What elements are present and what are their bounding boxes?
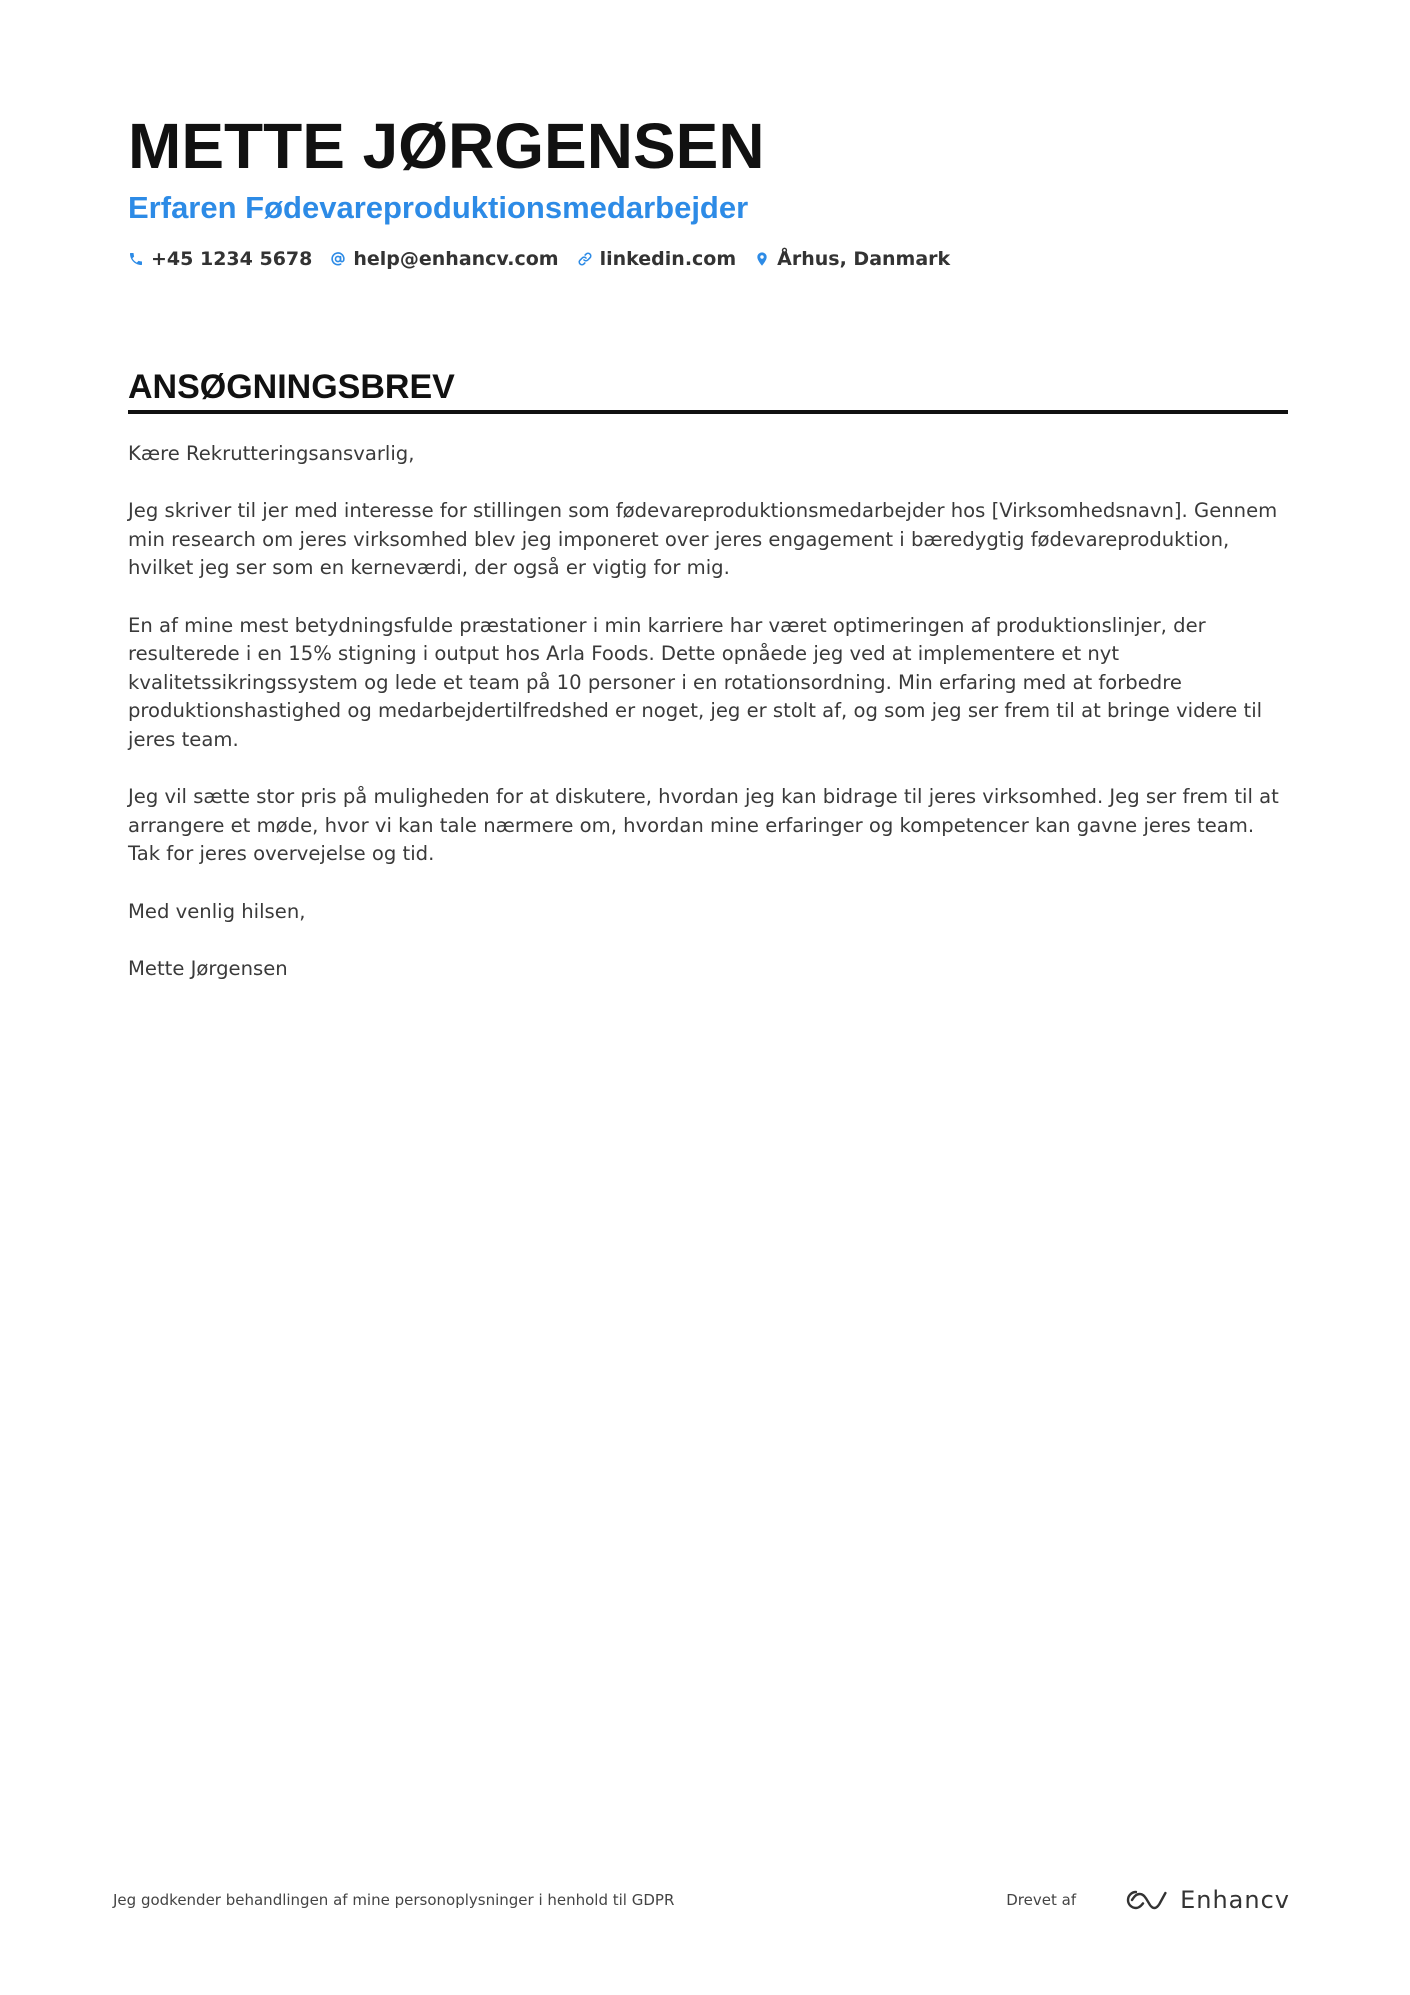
header bbox=[128, 108, 1288, 270]
candidate-role: Erfaren Fødevareproduktionsmedarbejder bbox=[128, 190, 749, 225]
at-icon bbox=[330, 251, 346, 267]
location-text: Århus, Danmark bbox=[777, 248, 951, 270]
brand-name: Enhancv bbox=[1180, 1886, 1290, 1914]
brand-logo[interactable] bbox=[1124, 1886, 1290, 1914]
candidate-name: METTE JØRGENSEN bbox=[128, 110, 765, 182]
contact-phone bbox=[128, 248, 312, 270]
linkedin-text[interactable]: linkedin.com bbox=[599, 248, 737, 270]
letter-greeting: Kære Rekrutteringsansvarlig, bbox=[128, 442, 415, 465]
powered-by-label: Drevet af bbox=[1006, 1891, 1077, 1909]
section-title: ANSØGNINGSBREV bbox=[128, 368, 455, 406]
letter-signature: Mette Jørgensen bbox=[128, 956, 288, 980]
contact-location bbox=[754, 248, 950, 270]
letter-body bbox=[128, 440, 1288, 983]
enhancv-logo-icon bbox=[1124, 1888, 1170, 1912]
location-pin-icon bbox=[754, 251, 770, 267]
gdpr-consent-text: Jeg godkender behandlingen af mine personoplysninger i henhold til GDPR bbox=[113, 1891, 675, 1909]
section-divider bbox=[128, 410, 1288, 414]
contact-email[interactable] bbox=[330, 248, 558, 270]
powered-by bbox=[1006, 1886, 1290, 1914]
cover-letter-section bbox=[128, 366, 1288, 1012]
phone-icon bbox=[128, 251, 144, 267]
contact-row bbox=[128, 248, 1288, 270]
email-text[interactable]: help@enhancv.com bbox=[353, 248, 559, 270]
link-icon bbox=[577, 251, 593, 267]
letter-paragraph: Jeg skriver til jer med interesse for stillingen som fødevareproduktionsmedarbejder hos [Virksomhedsnavn]. Gennem min research om jeres virksomhed blev jeg imponeret over jeres engagement i bæredygtig fødevareproduktion, hvilket jeg ser som en kerneværdi, der også er vigtig for mig. bbox=[128, 499, 1278, 580]
letter-paragraph: Jeg vil sætte stor pris på muligheden for at diskutere, hvordan jeg kan bidrage til jeres virksomhed. Jeg ser frem til at arrangere et møde, hvor vi kan tale nærmere om, hvordan mine erfaringer og kompetencer kan gavne jeres team. Tak for jeres overvejelse og tid. bbox=[128, 785, 1279, 866]
phone-text: +45 1234 5678 bbox=[151, 248, 313, 270]
contact-linkedin[interactable] bbox=[577, 248, 737, 270]
footer bbox=[113, 1880, 1290, 1920]
letter-paragraph: En af mine mest betydningsfulde præstationer i min karriere har været optimeringen af produktionslinjer, der resulterede i en 15% stigning i output hos Arla Foods. Dette opnåede jeg ved at implementere et nyt kvalitetssikringssystem og lede et team på 10 personer i en rotationsordning. Min erfaring med at forbedre produktionshastighed og medarbejdertilfredshed er noget, jeg er stolt af, og som jeg ser frem til at bringe videre til jeres team. bbox=[128, 613, 1263, 751]
letter-closing: Med venlig hilsen, bbox=[128, 899, 306, 923]
